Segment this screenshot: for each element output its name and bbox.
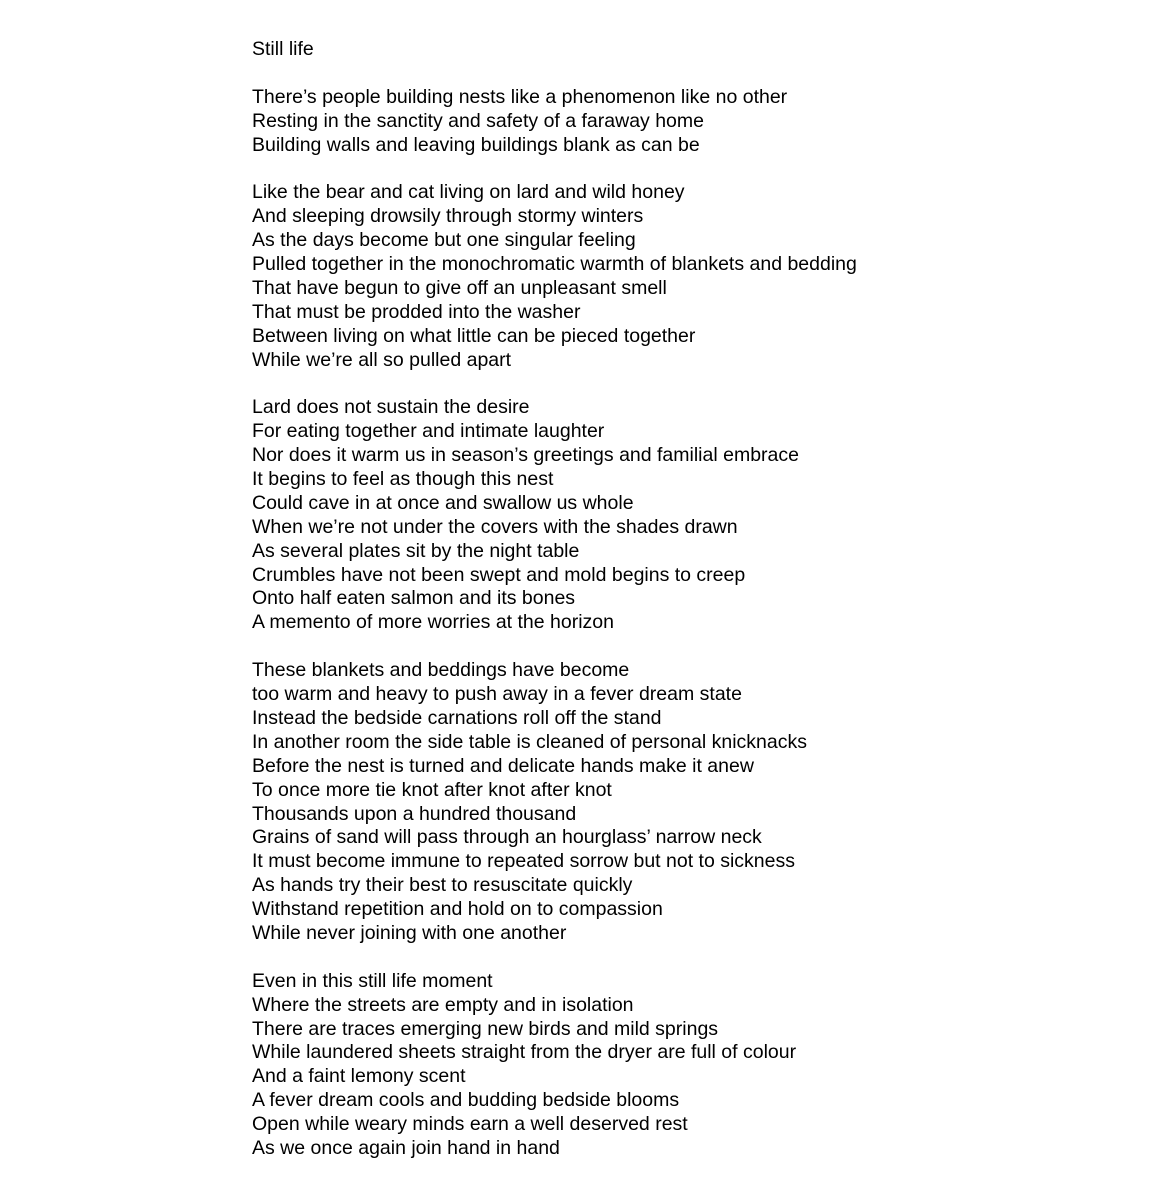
poem-line: While laundered sheets straight from the dryer are full of colour <box>252 1041 797 1064</box>
poem-line: And sleeping drowsily through stormy winters <box>252 205 644 228</box>
stanza <box>252 86 1132 158</box>
poem-line: Onto half eaten salmon and its bones <box>252 587 576 610</box>
poem-line: A memento of more worries at the horizon <box>252 611 614 634</box>
poem-line: That have begun to give off an unpleasant smell <box>252 276 667 299</box>
stanza <box>252 181 1132 372</box>
poem-line: Could cave in at once and swallow us whole <box>252 491 634 514</box>
poem-line: As we once again join hand in hand <box>252 1136 560 1159</box>
poem-line: Like the bear and cat living on lard and wild honey <box>252 181 685 204</box>
poem-line: Where the streets are empty and in isolation <box>252 993 634 1016</box>
poem-line: Open while weary minds earn a well deserved rest <box>252 1113 688 1136</box>
poem-line: As the days become but one singular feeling <box>252 229 636 252</box>
poem-line: It begins to feel as though this nest <box>252 468 554 491</box>
poem-line: too warm and heavy to push away in a fever dream state <box>252 683 742 706</box>
poem-line: Building walls and leaving buildings blank as can be <box>252 133 700 156</box>
poem-page <box>252 38 1132 1161</box>
poem-line: Withstand repetition and hold on to compassion <box>252 898 663 921</box>
poem-line: Crumbles have not been swept and mold begins to creep <box>252 563 746 586</box>
poem-line: Pulled together in the monochromatic warmth of blankets and bedding <box>252 253 857 276</box>
poem-line: While never joining with one another <box>252 921 567 944</box>
stanza <box>252 659 1132 946</box>
poem-line: Resting in the sanctity and safety of a faraway home <box>252 109 704 132</box>
poem-line: Grains of sand will pass through an hourglass’ narrow neck <box>252 826 762 849</box>
poem-line: Lard does not sustain the desire <box>252 396 530 419</box>
stanza <box>252 396 1132 635</box>
poem-title: Still life <box>252 38 314 60</box>
poem-line: While we’re all so pulled apart <box>252 348 512 371</box>
poem-line: Before the nest is turned and delicate hands make it anew <box>252 754 754 777</box>
poem-line: And a faint lemony scent <box>252 1065 466 1088</box>
poem-body <box>252 86 1132 1161</box>
poem-line: When we’re not under the covers with the shades drawn <box>252 515 738 538</box>
poem-line: As hands try their best to resuscitate quickly <box>252 874 633 897</box>
poem-line: Thousands upon a hundred thousand <box>252 802 577 825</box>
poem-line: That must be prodded into the washer <box>252 300 581 323</box>
poem-line: Nor does it warm us in season’s greetings and familial embrace <box>252 444 799 467</box>
poem-line: In another room the side table is cleaned of personal knicknacks <box>252 730 807 753</box>
poem-line: A fever dream cools and budding bedside blooms <box>252 1089 680 1112</box>
poem-line: It must become immune to repeated sorrow but not to sickness <box>252 850 796 873</box>
poem-line: To once more tie knot after knot after knot <box>252 778 612 801</box>
poem-line: There are traces emerging new birds and mild springs <box>252 1017 719 1040</box>
poem-line: Instead the bedside carnations roll off the stand <box>252 706 662 729</box>
poem-line: These blankets and beddings have become <box>252 659 630 682</box>
poem-line: There’s people building nests like a phenomenon like no other <box>252 85 788 108</box>
poem-line: For eating together and intimate laughter <box>252 420 605 443</box>
poem-line: As several plates sit by the night table <box>252 539 580 562</box>
poem-line: Between living on what little can be pieced together <box>252 324 696 347</box>
stanza <box>252 970 1132 1161</box>
poem-line: Even in this still life moment <box>252 969 493 992</box>
